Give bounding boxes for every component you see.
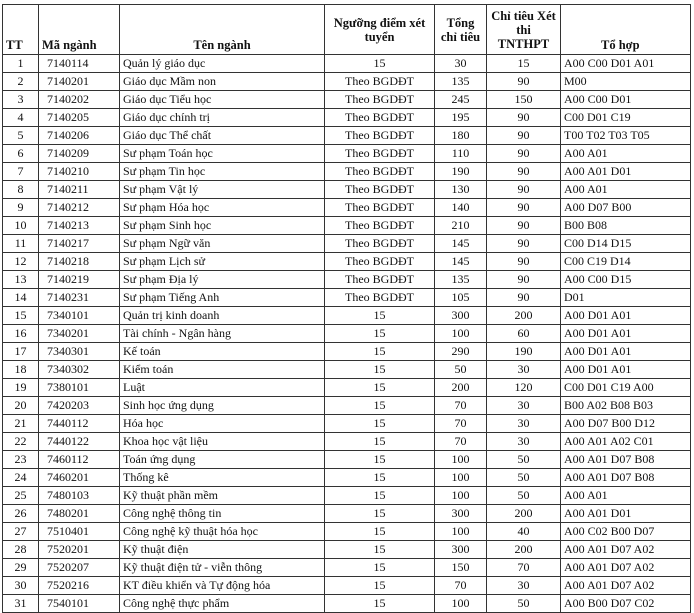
cell-ten-nganh: Quản lý giáo dục [120,55,325,73]
table-row [3,289,691,307]
cell-to-hop: A00 D01 A01 [561,307,691,325]
cell-nguong-diem: 15 [325,343,435,361]
cell-tt: 8 [3,181,39,199]
table-row [3,271,691,289]
cell-nguong-diem: Theo BGDĐT [325,163,435,181]
cell-ten-nganh: Giáo dục Thể chất [120,127,325,145]
cell-tt: 5 [3,127,39,145]
cell-tt: 14 [3,289,39,307]
cell-chi-tieu-xet-thi: 40 [487,523,561,541]
table-row [3,235,691,253]
header-tong-chi-tieu: Tổng chỉ tiêu [435,5,487,55]
table-row [3,487,691,505]
cell-ma-nganh: 7440112 [39,415,120,433]
cell-to-hop: A00 A01 D01 [561,163,691,181]
cell-tt: 21 [3,415,39,433]
cell-to-hop: A00 D01 A01 [561,325,691,343]
cell-chi-tieu-xet-thi: 90 [487,127,561,145]
cell-ma-nganh: 7520201 [39,541,120,559]
cell-to-hop: A00 A01 D01 [561,505,691,523]
cell-chi-tieu-xet-thi: 50 [487,595,561,613]
cell-tong-chi-tieu: 145 [435,235,487,253]
cell-ten-nganh: KT điều khiển và Tự động hóa [120,577,325,595]
cell-ten-nganh: Kỹ thuật điện tử - viễn thông [120,559,325,577]
cell-ma-nganh: 7140209 [39,145,120,163]
cell-tt: 10 [3,217,39,235]
cell-nguong-diem: Theo BGDĐT [325,145,435,163]
header-chi-tieu-xet-thi: Chỉ tiêu Xét thi TNTHPT [487,5,561,55]
cell-tong-chi-tieu: 300 [435,541,487,559]
cell-ten-nganh: Sư phạm Ngữ văn [120,235,325,253]
cell-ten-nganh: Kỹ thuật phần mềm [120,487,325,505]
cell-to-hop: C00 D01 C19 [561,109,691,127]
cell-nguong-diem: Theo BGDĐT [325,73,435,91]
cell-tong-chi-tieu: 245 [435,91,487,109]
cell-tt: 4 [3,109,39,127]
table-row [3,91,691,109]
cell-tt: 31 [3,595,39,613]
cell-ten-nganh: Công nghệ thực phẩm [120,595,325,613]
cell-nguong-diem: Theo BGDĐT [325,91,435,109]
cell-ma-nganh: 7340302 [39,361,120,379]
cell-tong-chi-tieu: 100 [435,469,487,487]
cell-ma-nganh: 7340301 [39,343,120,361]
cell-to-hop: C00 D01 C19 A00 [561,379,691,397]
cell-ma-nganh: 7520216 [39,577,120,595]
table-row [3,325,691,343]
table-row [3,469,691,487]
cell-to-hop: A00 D07 B00 D12 [561,415,691,433]
cell-ma-nganh: 7140205 [39,109,120,127]
table-row [3,109,691,127]
cell-to-hop: A00 A01 [561,181,691,199]
cell-to-hop: A00 A01 D07 B08 [561,469,691,487]
table-row [3,55,691,73]
cell-ma-nganh: 7140218 [39,253,120,271]
cell-ten-nganh: Công nghệ thông tin [120,505,325,523]
cell-tt: 25 [3,487,39,505]
cell-to-hop: A00 A01 D07 A02 [561,559,691,577]
cell-to-hop: B00 A02 B08 B03 [561,397,691,415]
cell-to-hop: A00 D01 A01 [561,361,691,379]
cell-ma-nganh: 7140201 [39,73,120,91]
cell-tt: 17 [3,343,39,361]
cell-chi-tieu-xet-thi: 15 [487,55,561,73]
cell-chi-tieu-xet-thi: 30 [487,433,561,451]
cell-ten-nganh: Sư phạm Tiếng Anh [120,289,325,307]
table-row [3,451,691,469]
cell-ma-nganh: 7140114 [39,55,120,73]
table-row [3,541,691,559]
cell-chi-tieu-xet-thi: 90 [487,253,561,271]
cell-to-hop: A00 C00 D15 [561,271,691,289]
cell-tt: 9 [3,199,39,217]
cell-tt: 30 [3,577,39,595]
cell-tong-chi-tieu: 180 [435,127,487,145]
cell-to-hop: A00 D01 A01 [561,343,691,361]
header-to-hop: Tổ hợp [561,5,691,55]
cell-tong-chi-tieu: 135 [435,73,487,91]
cell-to-hop: A00 A01 D07 B08 [561,451,691,469]
cell-nguong-diem: Theo BGDĐT [325,235,435,253]
cell-ten-nganh: Sư phạm Lịch sử [120,253,325,271]
cell-to-hop: M00 [561,73,691,91]
cell-nguong-diem: 15 [325,595,435,613]
cell-ma-nganh: 7140213 [39,217,120,235]
cell-nguong-diem: Theo BGDĐT [325,289,435,307]
cell-nguong-diem: 15 [325,379,435,397]
cell-tt: 12 [3,253,39,271]
cell-tong-chi-tieu: 290 [435,343,487,361]
cell-to-hop: T00 T02 T03 T05 [561,127,691,145]
table-row [3,307,691,325]
cell-chi-tieu-xet-thi: 150 [487,91,561,109]
cell-nguong-diem: Theo BGDĐT [325,253,435,271]
cell-tt: 20 [3,397,39,415]
cell-chi-tieu-xet-thi: 50 [487,451,561,469]
cell-to-hop: A00 D07 B00 [561,199,691,217]
cell-tt: 7 [3,163,39,181]
cell-tong-chi-tieu: 300 [435,307,487,325]
cell-chi-tieu-xet-thi: 70 [487,559,561,577]
cell-tt: 27 [3,523,39,541]
cell-tt: 3 [3,91,39,109]
cell-tt: 28 [3,541,39,559]
cell-ma-nganh: 7460201 [39,469,120,487]
cell-ten-nganh: Kỹ thuật điện [120,541,325,559]
cell-ten-nganh: Sư phạm Hóa học [120,199,325,217]
cell-ma-nganh: 7380101 [39,379,120,397]
table-row [3,433,691,451]
cell-chi-tieu-xet-thi: 50 [487,487,561,505]
cell-ten-nganh: Sư phạm Địa lý [120,271,325,289]
cell-chi-tieu-xet-thi: 90 [487,271,561,289]
cell-tong-chi-tieu: 100 [435,487,487,505]
cell-tt: 18 [3,361,39,379]
cell-nguong-diem: Theo BGDĐT [325,199,435,217]
cell-tong-chi-tieu: 110 [435,145,487,163]
table-row [3,523,691,541]
cell-nguong-diem: 15 [325,577,435,595]
cell-tt: 29 [3,559,39,577]
cell-tt: 15 [3,307,39,325]
cell-to-hop: A00 C00 D01 A01 [561,55,691,73]
cell-tt: 22 [3,433,39,451]
cell-ten-nganh: Sư phạm Vật lý [120,181,325,199]
table-row [3,343,691,361]
table-row [3,217,691,235]
cell-chi-tieu-xet-thi: 190 [487,343,561,361]
table-row [3,253,691,271]
cell-chi-tieu-xet-thi: 200 [487,541,561,559]
table-body [3,55,691,613]
cell-tt: 23 [3,451,39,469]
cell-ten-nganh: Khoa học vật liệu [120,433,325,451]
cell-ma-nganh: 7540101 [39,595,120,613]
cell-ma-nganh: 7140212 [39,199,120,217]
cell-to-hop: A00 A01 [561,145,691,163]
cell-tt: 13 [3,271,39,289]
cell-ma-nganh: 7520207 [39,559,120,577]
cell-ma-nganh: 7340101 [39,307,120,325]
cell-ten-nganh: Tài chính - Ngân hàng [120,325,325,343]
cell-ma-nganh: 7510401 [39,523,120,541]
cell-tong-chi-tieu: 195 [435,109,487,127]
cell-tt: 26 [3,505,39,523]
cell-chi-tieu-xet-thi: 90 [487,163,561,181]
cell-chi-tieu-xet-thi: 50 [487,469,561,487]
table-row [3,145,691,163]
cell-nguong-diem: 15 [325,469,435,487]
header-ten-nganh: Tên ngành [120,5,325,55]
cell-tong-chi-tieu: 190 [435,163,487,181]
cell-ten-nganh: Giáo dục chính trị [120,109,325,127]
cell-to-hop: A00 A01 D07 A02 [561,577,691,595]
cell-chi-tieu-xet-thi: 30 [487,415,561,433]
cell-nguong-diem: Theo BGDĐT [325,109,435,127]
cell-nguong-diem: 15 [325,433,435,451]
cell-to-hop: A00 C00 D01 [561,91,691,109]
cell-ma-nganh: 7140210 [39,163,120,181]
cell-ma-nganh: 7140202 [39,91,120,109]
table-row [3,361,691,379]
cell-tong-chi-tieu: 100 [435,325,487,343]
table-row [3,73,691,91]
table-header [3,5,691,55]
header-row [3,5,691,55]
cell-to-hop: C00 C19 D14 [561,253,691,271]
cell-ten-nganh: Kiểm toán [120,361,325,379]
cell-tt: 11 [3,235,39,253]
cell-tt: 2 [3,73,39,91]
cell-ten-nganh: Kế toán [120,343,325,361]
cell-tong-chi-tieu: 135 [435,271,487,289]
cell-nguong-diem: 15 [325,541,435,559]
cell-ten-nganh: Giáo dục Mầm non [120,73,325,91]
cell-nguong-diem: Theo BGDĐT [325,127,435,145]
cell-chi-tieu-xet-thi: 90 [487,73,561,91]
cell-tong-chi-tieu: 210 [435,217,487,235]
cell-tt: 6 [3,145,39,163]
header-ma-nganh: Mã ngành [39,5,120,55]
cell-to-hop: D01 [561,289,691,307]
cell-to-hop: A00 A01 [561,487,691,505]
cell-tt: 16 [3,325,39,343]
cell-tong-chi-tieu: 130 [435,181,487,199]
cell-nguong-diem: 15 [325,559,435,577]
cell-nguong-diem: 15 [325,307,435,325]
table-row [3,397,691,415]
cell-chi-tieu-xet-thi: 90 [487,289,561,307]
cell-tong-chi-tieu: 140 [435,199,487,217]
cell-ma-nganh: 7460112 [39,451,120,469]
cell-tong-chi-tieu: 150 [435,559,487,577]
admission-table [2,4,691,613]
cell-chi-tieu-xet-thi: 90 [487,199,561,217]
cell-ten-nganh: Sư phạm Tin học [120,163,325,181]
table-row [3,505,691,523]
cell-tong-chi-tieu: 300 [435,505,487,523]
cell-tong-chi-tieu: 100 [435,523,487,541]
cell-chi-tieu-xet-thi: 90 [487,181,561,199]
table-row [3,577,691,595]
cell-to-hop: B00 B08 [561,217,691,235]
cell-chi-tieu-xet-thi: 30 [487,577,561,595]
cell-tong-chi-tieu: 30 [435,55,487,73]
cell-tt: 1 [3,55,39,73]
cell-chi-tieu-xet-thi: 30 [487,397,561,415]
cell-ten-nganh: Sư phạm Toán học [120,145,325,163]
cell-chi-tieu-xet-thi: 120 [487,379,561,397]
header-nguong-diem: Ngưỡng điểm xét tuyển [325,5,435,55]
cell-chi-tieu-xet-thi: 90 [487,217,561,235]
cell-ten-nganh: Quản trị kinh doanh [120,307,325,325]
cell-ten-nganh: Thống kê [120,469,325,487]
cell-nguong-diem: 15 [325,361,435,379]
cell-tong-chi-tieu: 100 [435,595,487,613]
cell-tt: 24 [3,469,39,487]
cell-nguong-diem: Theo BGDĐT [325,217,435,235]
cell-ma-nganh: 7140217 [39,235,120,253]
cell-ten-nganh: Toán ứng dụng [120,451,325,469]
cell-ma-nganh: 7140231 [39,289,120,307]
cell-chi-tieu-xet-thi: 90 [487,235,561,253]
cell-tong-chi-tieu: 100 [435,451,487,469]
cell-nguong-diem: 15 [325,505,435,523]
cell-ten-nganh: Giáo dục Tiểu học [120,91,325,109]
cell-ma-nganh: 7340201 [39,325,120,343]
cell-ma-nganh: 7140211 [39,181,120,199]
table-row [3,415,691,433]
cell-ma-nganh: 7420203 [39,397,120,415]
cell-tt: 19 [3,379,39,397]
cell-tong-chi-tieu: 70 [435,433,487,451]
cell-ma-nganh: 7440122 [39,433,120,451]
cell-to-hop: A00 A01 D07 A02 [561,541,691,559]
cell-chi-tieu-xet-thi: 200 [487,307,561,325]
cell-to-hop: A00 A01 A02 C01 [561,433,691,451]
cell-tong-chi-tieu: 70 [435,397,487,415]
table-row [3,127,691,145]
cell-chi-tieu-xet-thi: 60 [487,325,561,343]
cell-ma-nganh: 7480201 [39,505,120,523]
cell-tong-chi-tieu: 70 [435,577,487,595]
cell-nguong-diem: 15 [325,55,435,73]
cell-tong-chi-tieu: 50 [435,361,487,379]
table-row [3,559,691,577]
cell-to-hop: A00 B00 D07 C02 [561,595,691,613]
cell-ten-nganh: Sinh học ứng dụng [120,397,325,415]
cell-chi-tieu-xet-thi: 200 [487,505,561,523]
cell-tong-chi-tieu: 70 [435,415,487,433]
table-row [3,199,691,217]
table-row [3,163,691,181]
cell-nguong-diem: 15 [325,415,435,433]
cell-chi-tieu-xet-thi: 90 [487,145,561,163]
cell-ten-nganh: Công nghệ kỹ thuật hóa học [120,523,325,541]
cell-ten-nganh: Luật [120,379,325,397]
cell-nguong-diem: 15 [325,397,435,415]
cell-chi-tieu-xet-thi: 30 [487,361,561,379]
cell-to-hop: A00 C02 B00 D07 [561,523,691,541]
cell-nguong-diem: Theo BGDĐT [325,181,435,199]
cell-ma-nganh: 7140206 [39,127,120,145]
cell-tong-chi-tieu: 200 [435,379,487,397]
cell-to-hop: C00 D14 D15 [561,235,691,253]
cell-nguong-diem: 15 [325,325,435,343]
cell-nguong-diem: Theo BGDĐT [325,271,435,289]
cell-tong-chi-tieu: 145 [435,253,487,271]
cell-chi-tieu-xet-thi: 90 [487,109,561,127]
cell-nguong-diem: 15 [325,451,435,469]
table-row [3,181,691,199]
cell-ma-nganh: 7480103 [39,487,120,505]
cell-tong-chi-tieu: 105 [435,289,487,307]
cell-nguong-diem: 15 [325,523,435,541]
cell-ten-nganh: Hóa học [120,415,325,433]
cell-ma-nganh: 7140219 [39,271,120,289]
table-row [3,379,691,397]
cell-ten-nganh: Sư phạm Sinh học [120,217,325,235]
header-tt: TT [3,5,39,55]
cell-nguong-diem: 15 [325,487,435,505]
